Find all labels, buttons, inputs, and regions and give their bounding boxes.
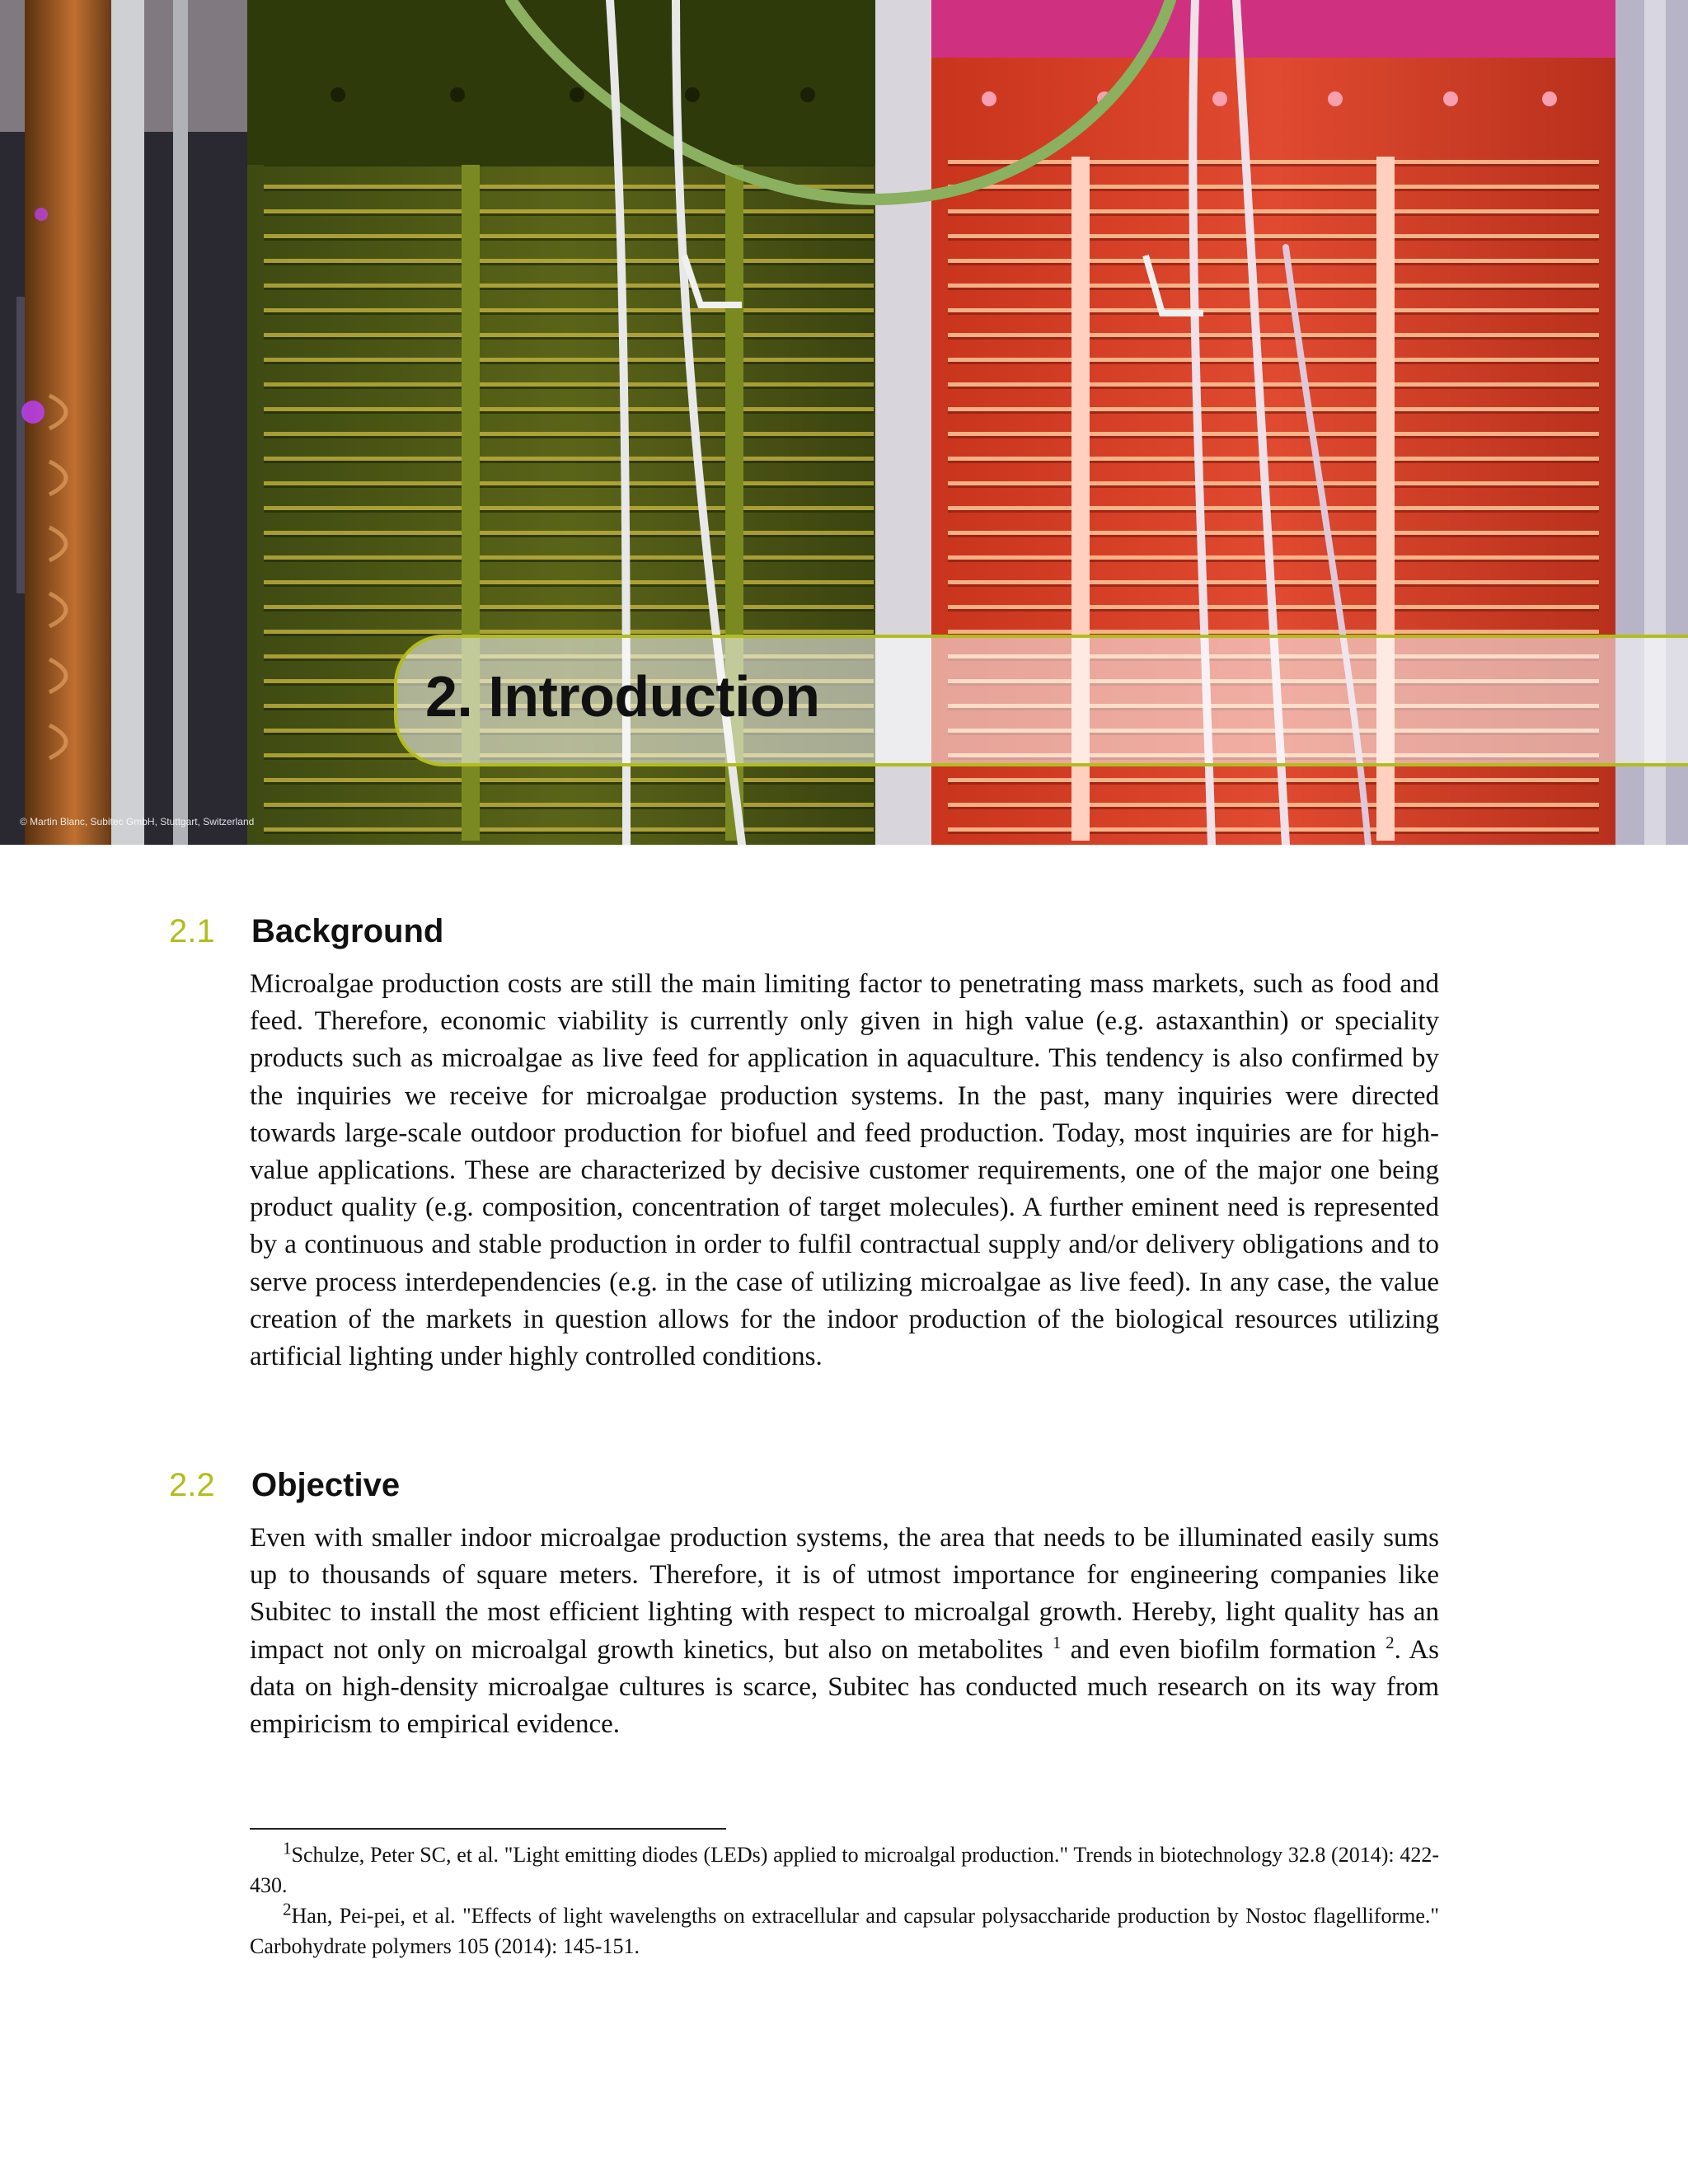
footnote-reference[interactable]: 1 [1052, 1632, 1062, 1652]
footnote-divider [250, 1828, 726, 1830]
footnote-mark: 1 [283, 1838, 292, 1858]
background-paragraph: Microalgae production costs are still the main limiting factor to penetrating mass markets, such as food and feed. Therefore, economic viability is currently only given in high value (e.g. astaxanthin) or speciality products such as microalgae as live feed for application in aquaculture. This tendency is also confirmed by the inquiries we receive for microalgae production systems. In the past, many inquiries were directed towards large-scale outdoor production for biofuel and feed production. Today, most inquiries are for high-value applications. These are characterized by decisive customer requirements, one of the major one being product quality (e.g. composition, concentration of target molecules). A further eminent need is represented by a continuous and stable production in order to fulfil contractual supply and/or delivery obligations and to serve process interdependencies (e.g. in the case of utilizing microalgae as live feed). In any case, the value creation of the markets in question allows for the indoor production of the biological resources utilizing artificial lighting under highly controlled conditions. [250, 969, 1439, 1372]
section-number: 2.2 [169, 1467, 215, 1503]
footnote-text: Schulze, Peter SC, et al. "Light emitting diodes (LEDs) applied to microalgal production." Trends in biotechnology 32.8 (2014): 422-430. [250, 1843, 1439, 1897]
section-number: 2.1 [169, 913, 215, 949]
section-heading-background [169, 911, 443, 952]
objective-text-part: and even biofilm formation [1061, 1634, 1386, 1665]
footnote-reference[interactable]: 2 [1386, 1632, 1395, 1652]
footnote [250, 1900, 1439, 1961]
footnote-text: Han, Pei-pei, et al. "Effects of light wavelengths on extracellular and capsular polysaccharide production by Nostoc flagelliforme." Carbohydrate polymers 105 (2014): 145-151. [250, 1904, 1439, 1958]
objective-text-part: Even with smaller indoor microalgae production systems, the area that needs to be illuminated easily sums up to thousands of square meters. Therefore, it is of utmost importance for engineering companies like Subitec to install the most efficient lighting with respect to microalgal growth. Hereby, light quality has an impact not only on microalgal growth kinetics, but also on metabolites [250, 1523, 1439, 1665]
footnote-mark: 2 [283, 1899, 292, 1919]
footnote [250, 1840, 1439, 1900]
objective-paragraph [250, 1520, 1439, 1743]
photo-credit: © Martin Blanc, Subitec GmbH, Stuttgart, Switzerland [20, 816, 255, 827]
chapter-title: 2. Introduction [425, 664, 820, 729]
section-title: Objective [251, 1467, 401, 1503]
objective-text-part: . As data on high-density microalgae cultures is scarce, Subitec has conducted much research on its way from empiricism to empirical evidence. [250, 1634, 1439, 1740]
section-title: Background [251, 913, 444, 949]
section-heading-objective [169, 1465, 400, 1506]
